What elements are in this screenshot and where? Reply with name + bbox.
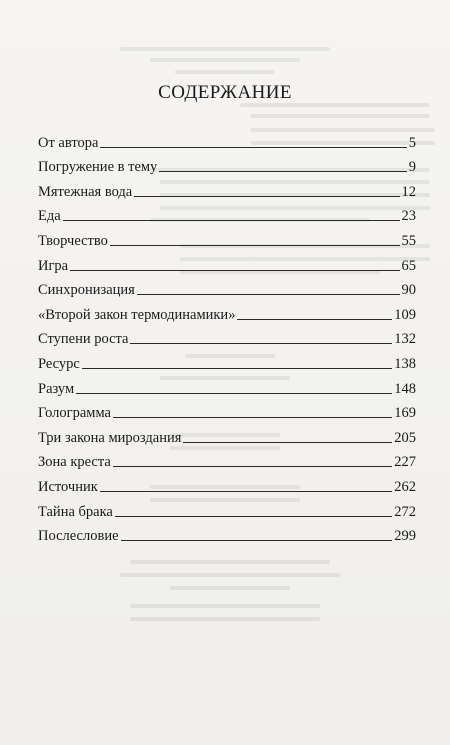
dot-leader — [237, 319, 392, 320]
toc-entry-page: 9 — [408, 159, 416, 176]
toc-entry — [38, 398, 416, 423]
toc-entry-page: 23 — [401, 208, 416, 225]
dot-leader — [110, 245, 400, 246]
toc-entry-title: Тайна брака — [38, 503, 113, 520]
toc-entry-page: 90 — [401, 282, 416, 299]
toc-entry-title: Ресурс — [38, 355, 80, 372]
toc-entry — [38, 127, 416, 152]
toc-entry-page: 5 — [408, 134, 416, 151]
toc-entry-title: От автора — [38, 134, 99, 151]
toc-entry-page: 262 — [394, 478, 416, 495]
toc-entry-title: Три закона мироздания — [38, 429, 182, 446]
dot-leader — [100, 147, 406, 148]
toc-entry-page: 109 — [394, 306, 416, 323]
toc-entry-title: Разум — [38, 380, 75, 397]
toc-entry-page: 12 — [401, 183, 416, 200]
toc-entry-title: Голограмма — [38, 405, 111, 422]
toc-entry-title: Зона креста — [38, 454, 111, 471]
dot-leader — [100, 491, 392, 492]
toc-entry-page: 65 — [401, 257, 416, 274]
dot-leader — [183, 442, 392, 443]
toc-entry — [38, 373, 416, 398]
toc-entry — [38, 275, 416, 300]
page-title: СОДЕРЖАНИЕ — [158, 82, 292, 103]
toc-entry-title: Синхронизация — [38, 282, 135, 299]
toc-entry-title: Мятежная вода — [38, 183, 133, 200]
dot-leader — [76, 393, 392, 394]
dot-leader — [63, 220, 400, 221]
toc-entry-title: Творчество — [38, 232, 108, 249]
toc-entry-page: 272 — [394, 503, 416, 520]
toc-entry — [38, 176, 416, 201]
dot-leader — [115, 516, 392, 517]
toc-entry — [38, 471, 416, 496]
toc-entry-page: 227 — [394, 454, 416, 471]
toc-entry-page: 299 — [394, 528, 416, 545]
toc-entry — [38, 225, 416, 250]
toc-entry-page: 55 — [401, 232, 416, 249]
toc-entry-title: Ступени роста — [38, 331, 129, 348]
toc-entry — [38, 324, 416, 349]
dot-leader — [113, 417, 392, 418]
toc-entry-page: 169 — [394, 405, 416, 422]
table-of-contents — [38, 127, 416, 545]
toc-entry-page: 132 — [394, 331, 416, 348]
dot-leader — [137, 294, 400, 295]
dot-leader — [70, 270, 399, 271]
toc-entry-title: Погружение в тему — [38, 159, 158, 176]
toc-entry-title: «Второй закон термодинамики» — [38, 306, 236, 323]
dot-leader — [159, 171, 406, 172]
dot-leader — [121, 540, 393, 541]
toc-entry — [38, 496, 416, 521]
toc-entry — [38, 152, 416, 177]
toc-entry-page: 138 — [394, 355, 416, 372]
toc-entry-page: 205 — [394, 429, 416, 446]
toc-entry-title: Еда — [38, 208, 61, 225]
dot-leader — [130, 343, 392, 344]
toc-entry — [38, 422, 416, 447]
toc-entry — [38, 201, 416, 226]
toc-entry — [38, 521, 416, 546]
toc-entry — [38, 348, 416, 373]
toc-entry — [38, 250, 416, 275]
toc-entry — [38, 447, 416, 472]
dot-leader — [82, 368, 392, 369]
toc-entry-title: Послесловие — [38, 528, 119, 545]
toc-entry-page: 148 — [394, 380, 416, 397]
toc-entry-title: Игра — [38, 257, 69, 274]
dot-leader — [113, 466, 392, 467]
dot-leader — [134, 196, 399, 197]
toc-entry — [38, 299, 416, 324]
toc-entry-title: Источник — [38, 478, 98, 495]
